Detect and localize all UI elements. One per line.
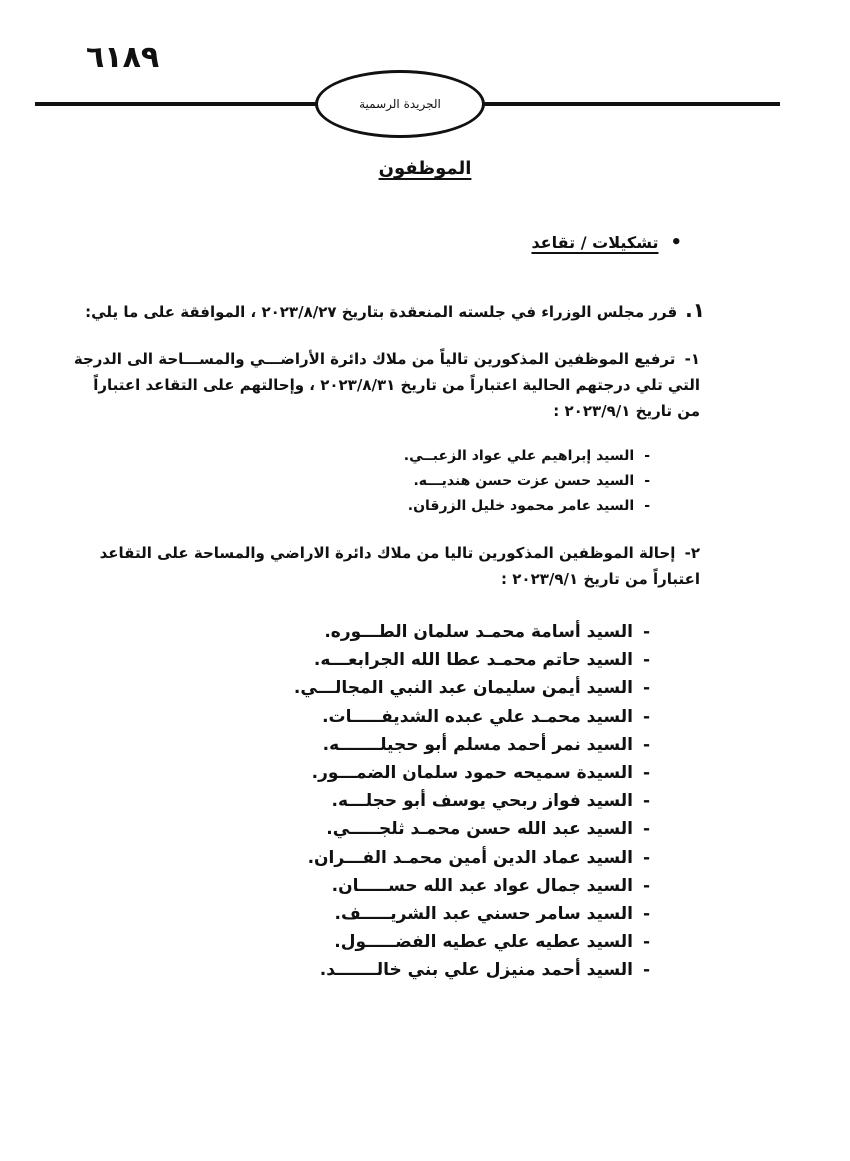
list-item bbox=[294, 900, 650, 928]
employee-name: السيد حسن عزت حسن هنديـــه. bbox=[413, 473, 635, 489]
item-1-names-list bbox=[404, 444, 650, 519]
list-item bbox=[294, 674, 650, 702]
header-rule-left bbox=[35, 102, 320, 106]
list-item bbox=[294, 815, 650, 843]
item-2-names-list bbox=[294, 618, 650, 985]
list-dash: - bbox=[642, 904, 650, 925]
list-item bbox=[294, 618, 650, 646]
decision-text: قرر مجلس الوزراء في جلسته المنعقدة بتاريخ ٢٠٢٣/٨/٢٧ ، الموافقة على ما يلي: bbox=[85, 303, 678, 321]
list-dash: - bbox=[642, 960, 650, 981]
item-2-number: ٢- bbox=[684, 544, 700, 562]
list-dash: - bbox=[642, 650, 650, 671]
gazette-emblem-oval bbox=[315, 70, 485, 138]
item-2-text: إحالة الموظفين المذكورين تاليا من ملاك دائرة الاراضي والمساحة على التقاعد اعتباراً من تاريخ ٢٠٢٣/٩/١ : bbox=[99, 544, 700, 588]
list-dash: - bbox=[642, 706, 650, 727]
list-dash: - bbox=[644, 473, 650, 489]
employee-name: السيد أيمن سليمان عبد النبي المجالـــي. bbox=[293, 678, 633, 699]
list-item bbox=[404, 444, 650, 469]
list-item bbox=[294, 844, 650, 872]
item-1-paragraph bbox=[70, 346, 700, 424]
employee-name: السيد سامر حسني عبد الشريـــــف. bbox=[334, 904, 633, 925]
list-dash: - bbox=[644, 498, 650, 514]
list-dash: - bbox=[642, 678, 650, 699]
list-item bbox=[294, 703, 650, 731]
list-dash: - bbox=[642, 932, 650, 953]
list-item bbox=[294, 928, 650, 956]
list-item bbox=[404, 469, 650, 494]
list-item bbox=[294, 787, 650, 815]
list-item bbox=[294, 872, 650, 900]
list-dash: - bbox=[642, 847, 650, 868]
employee-name: السيد أحمد منيزل علي بني خالـــــــد. bbox=[319, 960, 633, 981]
list-item bbox=[294, 731, 650, 759]
list-item bbox=[294, 759, 650, 787]
list-item bbox=[404, 494, 650, 519]
subsection-label: تشكيلات / تقاعد bbox=[531, 233, 659, 252]
employee-name: السيد أسامة محمـد سلمان الطـــوره. bbox=[324, 622, 633, 642]
list-dash: - bbox=[642, 791, 650, 812]
subsection-heading bbox=[531, 232, 682, 253]
list-dash: - bbox=[642, 622, 650, 642]
bullet-icon: • bbox=[670, 232, 682, 253]
list-dash: - bbox=[642, 875, 650, 896]
employee-name: السيد عطيه علي عطيه الفضـــــول. bbox=[334, 932, 633, 953]
employee-name: السيد عبد الله حسن محمـد ثلجـــــي. bbox=[326, 819, 633, 840]
section-title: الموظفون bbox=[378, 158, 472, 179]
employee-name: السيد حاتم محمـد عطا الله الجرابعـــه. bbox=[313, 650, 633, 671]
item-1-number: ١- bbox=[684, 350, 700, 368]
employee-name: السيد إبراهيم علي عواد الزعبــي. bbox=[403, 448, 635, 464]
decision-paragraph bbox=[85, 298, 705, 322]
employee-name: السيد فواز ربحي يوسف أبو حجلـــه. bbox=[331, 791, 633, 812]
gazette-name: الجريدة الرسمية bbox=[359, 97, 441, 111]
header-rule-right bbox=[480, 102, 780, 106]
list-dash: - bbox=[642, 819, 650, 840]
employee-name: السيد محمـد علي عبده الشديفـــــات. bbox=[322, 706, 633, 727]
item-1-text: ترفيع الموظفين المذكورين تالياً من ملاك دائرة الأراضـــي والمســـاحة الى الدرجة التي تلي درجتهم الحالية اعتباراً من تاريخ ٢٠٢٣/٨/٣١ ، وإحالتهم على التقاعد اعتباراً من تاريخ ٢٠٢٣/٩/١ : bbox=[73, 350, 700, 420]
employee-name: السيد عماد الدين أمين محمـد الفـــران. bbox=[307, 847, 633, 868]
employee-name: السيدة سميحه حمود سلمان الضمـــور. bbox=[311, 763, 633, 784]
employee-name: السيد جمال عواد عبد الله حســـــان. bbox=[331, 875, 633, 896]
page-number: ٦١٨٩ bbox=[86, 40, 160, 75]
employee-name: السيد نمر أحمد مسلم أبو حجيلـــــــه. bbox=[322, 734, 633, 755]
list-dash: - bbox=[644, 448, 650, 464]
list-item bbox=[294, 956, 650, 984]
item-2-paragraph bbox=[70, 540, 700, 592]
list-dash: - bbox=[642, 734, 650, 755]
list-item bbox=[294, 646, 650, 674]
employee-name: السيد عامر محمود خليل الزرقان. bbox=[407, 498, 635, 514]
list-dash: - bbox=[642, 763, 650, 784]
decision-number: ١. bbox=[685, 298, 705, 322]
